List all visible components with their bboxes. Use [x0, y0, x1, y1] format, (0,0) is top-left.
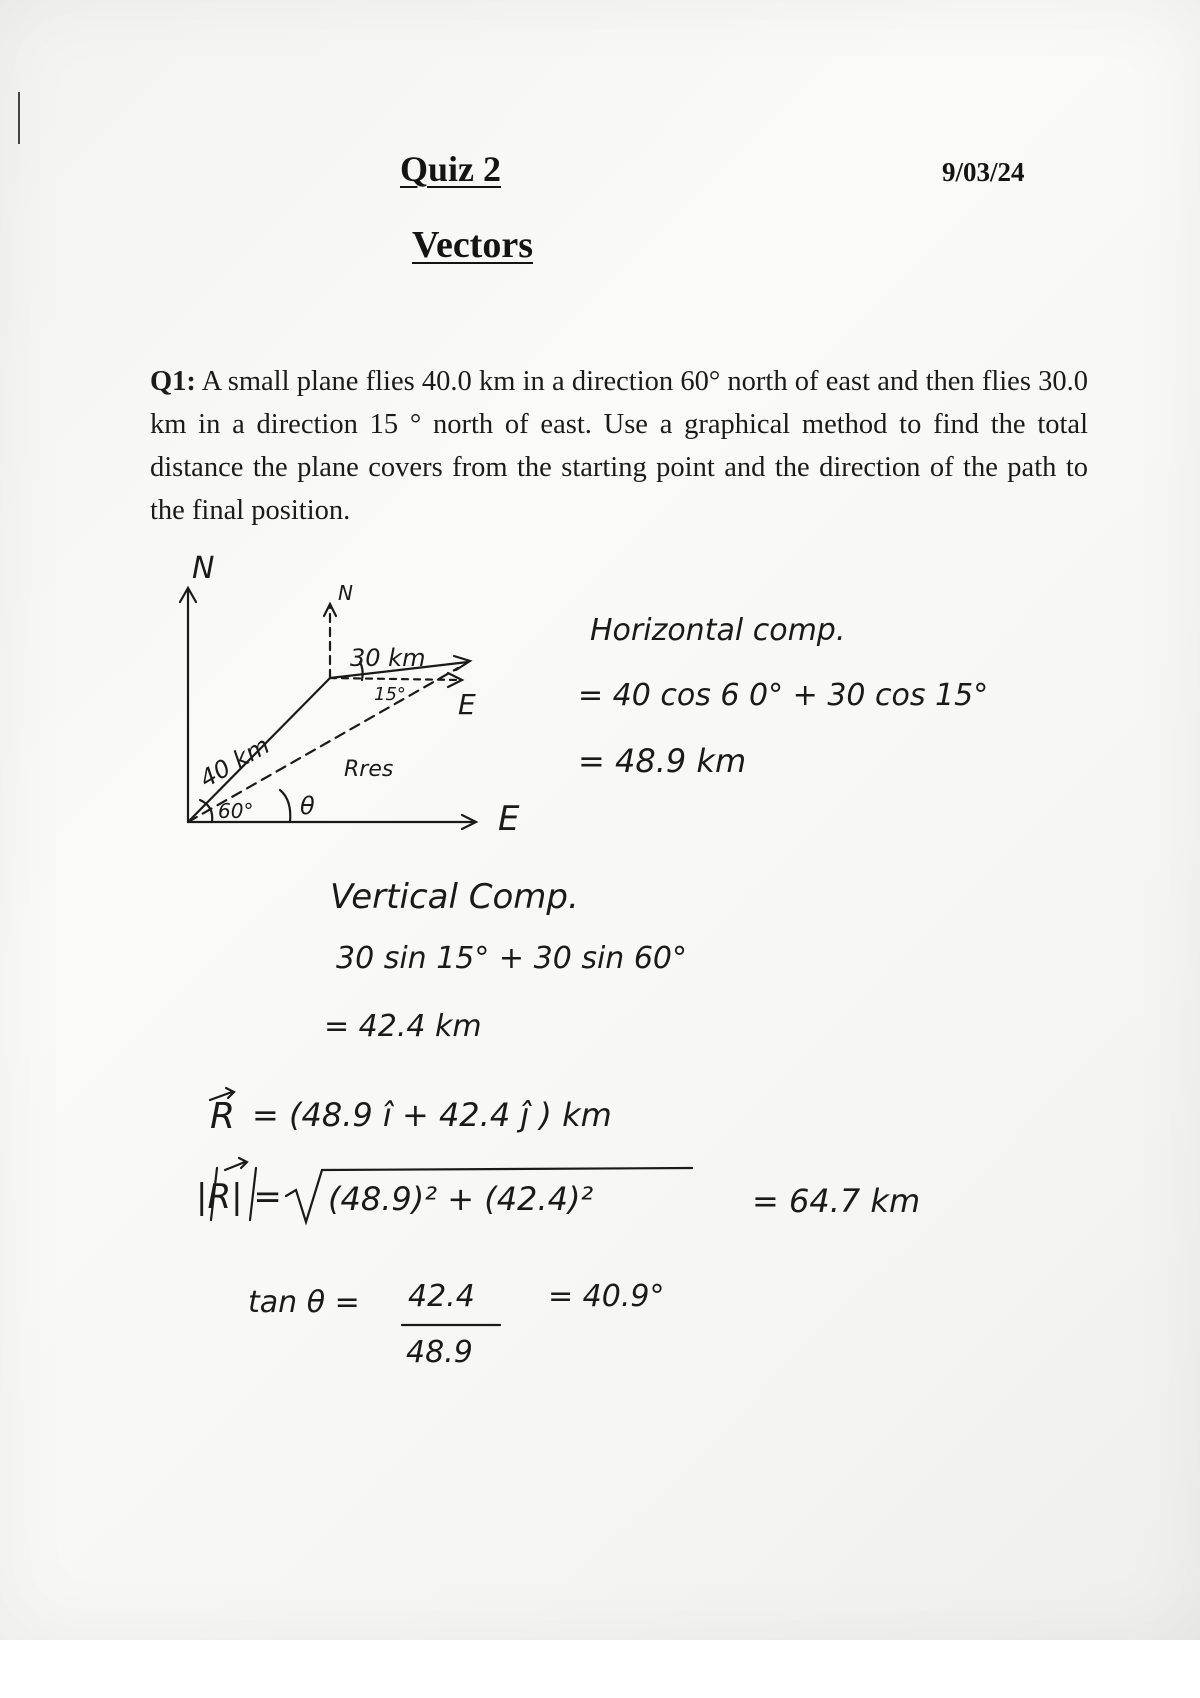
north-label-small: N	[338, 581, 353, 605]
angle-60-label: 60°	[218, 799, 254, 823]
magnitude-radicand: (48.9)² + (42.4)²	[328, 1180, 594, 1218]
quiz-date: 9/03/24	[942, 157, 1025, 187]
east-label-small: E	[458, 688, 476, 721]
resultant-vector-expression: = (48.9 î + 42.4 ĵ ) km	[252, 1096, 612, 1134]
question-label: Q1:	[150, 366, 196, 397]
resultant-label: Rres	[344, 757, 394, 782]
vertical-heading: Vertical Comp.	[330, 877, 579, 917]
tan-denominator: 48.9	[406, 1335, 473, 1370]
resultant-symbol: R	[210, 1096, 236, 1137]
quiz-title: Quiz 2	[400, 149, 502, 189]
label-40km: 40 km	[195, 731, 275, 794]
east-label: E	[498, 799, 520, 839]
angle-15-label: 15°	[374, 684, 406, 705]
horizontal-heading: Horizontal comp.	[590, 613, 846, 648]
theta-arc	[280, 790, 290, 822]
topic-title: Vectors	[412, 224, 533, 266]
question-text: A small plane flies 40.0 km in a direction 60° north of east and then flies 30.0 km in a direction 15 ° north of east. Use a graphical method to find the total distance the plane covers from the starting point and the direction of the path to the final position.	[150, 366, 1088, 526]
magnitude-lhs: |R| =	[196, 1177, 282, 1217]
horizontal-expression: = 40 cos 6 0° + 30 cos 15°	[578, 678, 989, 713]
tan-result: = 40.9°	[548, 1279, 665, 1314]
horizontal-result: = 48.9 km	[578, 742, 747, 780]
tan-lhs: tan θ =	[248, 1285, 360, 1320]
label-30km: 30 km	[350, 644, 426, 672]
vertical-result: = 42.4 km	[324, 1009, 482, 1044]
north-label: N	[192, 551, 215, 586]
theta-label: θ	[300, 792, 315, 820]
vertical-expression: 30 sin 15° + 30 sin 60°	[336, 941, 688, 976]
magnitude-result: = 64.7 km	[752, 1182, 921, 1220]
tan-numerator: 42.4	[408, 1279, 475, 1314]
